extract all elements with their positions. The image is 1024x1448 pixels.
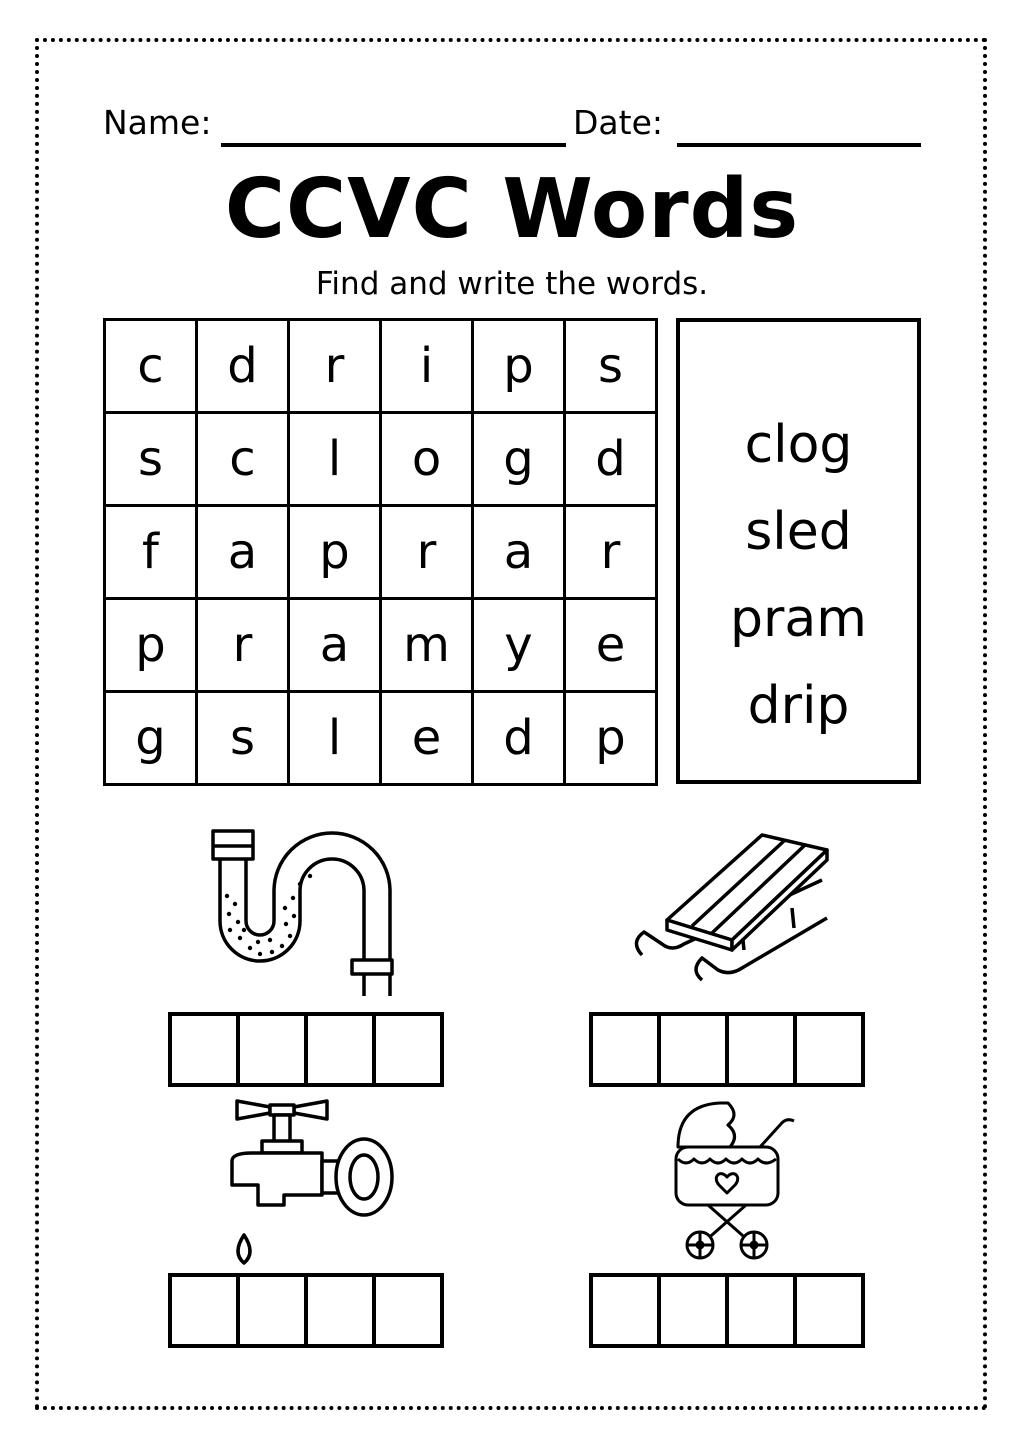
name-label: Name: bbox=[103, 103, 212, 142]
word-bank-item: clog bbox=[744, 415, 853, 475]
answer-boxes-sled bbox=[589, 1012, 865, 1087]
grid-cell[interactable]: f bbox=[105, 506, 197, 599]
grid-cell[interactable]: y bbox=[473, 599, 565, 692]
answer-box[interactable] bbox=[374, 1275, 442, 1346]
grid-cell[interactable]: o bbox=[381, 413, 473, 506]
grid-cell[interactable]: a bbox=[473, 506, 565, 599]
answer-boxes-clog bbox=[168, 1012, 444, 1087]
letter-grid bbox=[103, 318, 658, 786]
answer-box[interactable] bbox=[306, 1275, 374, 1346]
instructions: Find and write the words. bbox=[315, 266, 709, 302]
grid-cell[interactable]: p bbox=[289, 506, 381, 599]
grid-row bbox=[105, 506, 657, 599]
word-bank-item: pram bbox=[730, 589, 867, 649]
page-title: CCVC Words bbox=[224, 162, 800, 257]
sled-icon bbox=[622, 830, 832, 995]
answer-box[interactable] bbox=[591, 1014, 659, 1085]
grid-cell[interactable]: e bbox=[565, 599, 657, 692]
grid-cell[interactable]: l bbox=[289, 692, 381, 785]
grid-cell[interactable]: p bbox=[105, 599, 197, 692]
grid-row bbox=[105, 692, 657, 785]
grid-cell[interactable]: l bbox=[289, 413, 381, 506]
grid-row bbox=[105, 413, 657, 506]
grid-cell[interactable]: s bbox=[565, 320, 657, 413]
grid-cell[interactable]: r bbox=[289, 320, 381, 413]
grid-cell[interactable]: s bbox=[105, 413, 197, 506]
grid-cell[interactable]: g bbox=[105, 692, 197, 785]
answer-box[interactable] bbox=[238, 1275, 306, 1346]
grid-cell[interactable]: i bbox=[381, 320, 473, 413]
answer-boxes-drip bbox=[168, 1273, 444, 1348]
answer-box[interactable] bbox=[591, 1275, 659, 1346]
answer-box[interactable] bbox=[659, 1014, 727, 1085]
word-bank-item: drip bbox=[747, 676, 850, 736]
grid-cell[interactable]: c bbox=[197, 413, 289, 506]
grid-cell[interactable]: d bbox=[473, 692, 565, 785]
answer-box[interactable] bbox=[170, 1275, 238, 1346]
date-label: Date: bbox=[573, 103, 663, 142]
grid-cell[interactable]: g bbox=[473, 413, 565, 506]
answer-box[interactable] bbox=[306, 1014, 374, 1085]
answer-box[interactable] bbox=[727, 1275, 795, 1346]
pram-icon bbox=[668, 1097, 808, 1262]
answer-boxes-pram bbox=[589, 1273, 865, 1348]
answer-box[interactable] bbox=[795, 1014, 863, 1085]
date-line[interactable] bbox=[677, 143, 921, 147]
clogged-pipe-icon bbox=[200, 826, 400, 1001]
grid-cell[interactable]: a bbox=[289, 599, 381, 692]
word-bank bbox=[676, 318, 921, 784]
word-bank-item: sled bbox=[745, 502, 852, 562]
name-date-row bbox=[103, 103, 923, 153]
grid-cell[interactable]: c bbox=[105, 320, 197, 413]
grid-cell[interactable]: r bbox=[197, 599, 289, 692]
grid-cell[interactable]: s bbox=[197, 692, 289, 785]
grid-cell[interactable]: e bbox=[381, 692, 473, 785]
grid-cell[interactable]: a bbox=[197, 506, 289, 599]
answer-box[interactable] bbox=[727, 1014, 795, 1085]
grid-row bbox=[105, 320, 657, 413]
answer-box[interactable] bbox=[374, 1014, 442, 1085]
grid-cell[interactable]: m bbox=[381, 599, 473, 692]
answer-box[interactable] bbox=[238, 1014, 306, 1085]
grid-cell[interactable]: p bbox=[565, 692, 657, 785]
name-line[interactable] bbox=[221, 143, 566, 147]
answer-box[interactable] bbox=[170, 1014, 238, 1085]
grid-cell[interactable]: r bbox=[381, 506, 473, 599]
answer-box[interactable] bbox=[659, 1275, 727, 1346]
grid-cell[interactable]: r bbox=[565, 506, 657, 599]
answer-box[interactable] bbox=[795, 1275, 863, 1346]
dripping-tap-icon bbox=[222, 1095, 397, 1267]
grid-cell[interactable]: d bbox=[565, 413, 657, 506]
grid-cell[interactable]: p bbox=[473, 320, 565, 413]
grid-row bbox=[105, 599, 657, 692]
grid-cell[interactable]: d bbox=[197, 320, 289, 413]
